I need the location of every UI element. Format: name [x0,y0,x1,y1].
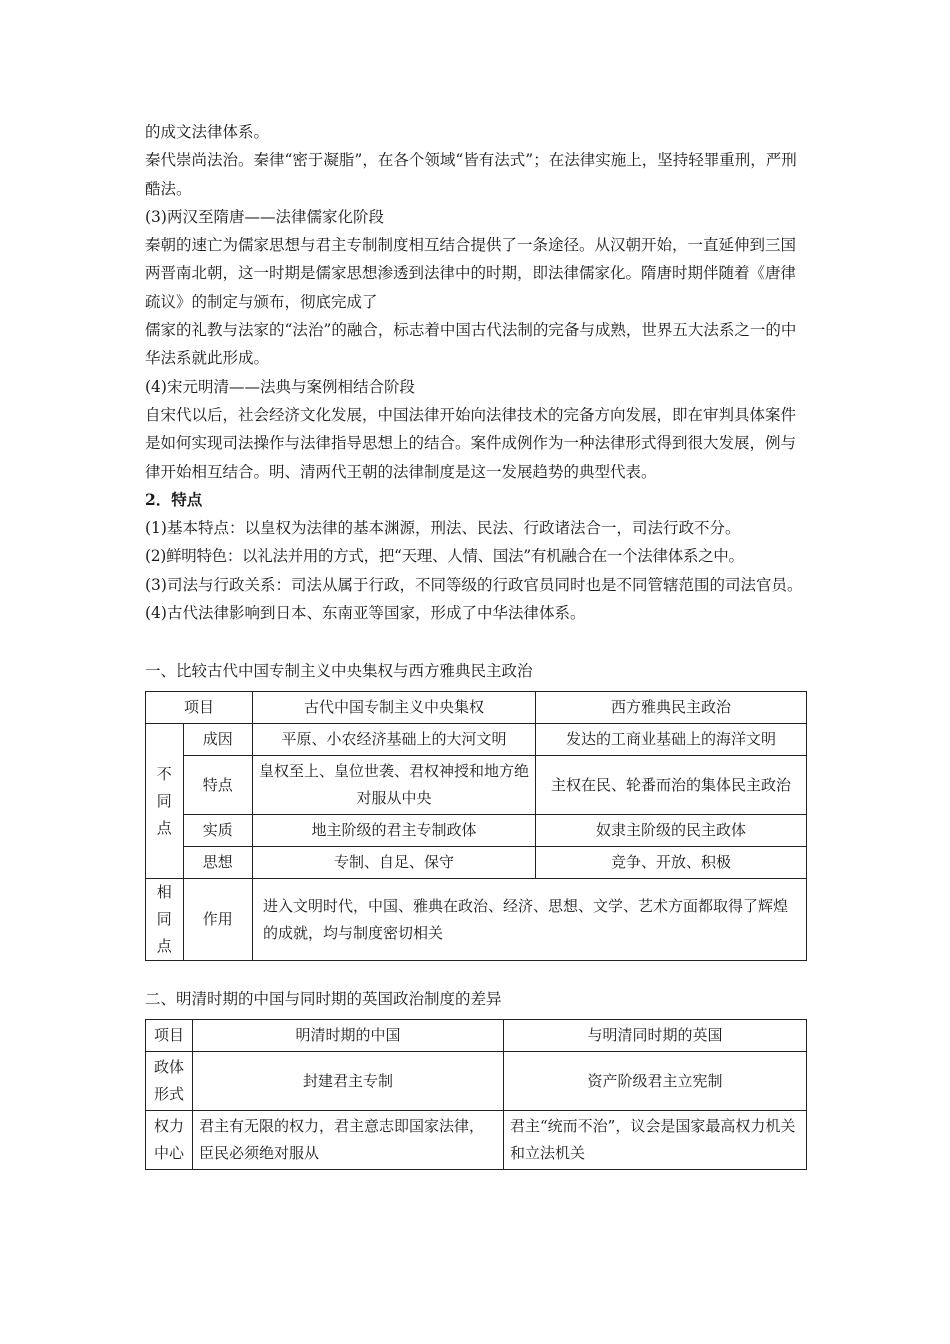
table1-title: 一、比较古代中国专制主义中央集权与西方雅典民主政治 [145,662,533,681]
comparison-table-china-athens [145,691,807,961]
table2-title: 二、明清时期的中国与同时期的英国政治制度的差异 [145,990,502,1009]
china-cell: 平原、小农经济基础上的大河文明 [253,724,536,756]
section-heading: 2．特点 [145,489,203,509]
china-cell: 封建君主专制 [193,1052,504,1111]
item-cell: 作用 [183,879,252,961]
china-cell: 君主有无限的权力，君主意志即国家法律，臣民必须绝对服从 [193,1111,504,1170]
table-row [146,879,807,961]
paragraph: (2)鲜明特色：以礼法并用的方式，把“天理、人情、国法”有机融合在一个法律体系之中。 [145,547,744,566]
paragraph: (1)基本特点：以皇权为法律的基本渊源，刑法、民法、行政诸法合一，司法行政不分。 [145,519,741,538]
item-cell [146,1052,193,1111]
item-cell: 特点 [183,756,252,815]
item-cell: 成因 [183,724,252,756]
table-row [146,1111,807,1170]
paragraph: 秦朝的速亡为儒家思想与君主专制制度相互结合提供了一条途径。从汉朝开始，一直延伸到三国两晋南北朝，这一时期是儒家思想渗透到法律中的时期，即法律儒家化。隋唐时期伴随着《唐律疏议》的制定与颁布，彻底完成了 [145,236,797,311]
header-cell: 与明清同时期的英国 [504,1020,807,1052]
same-label-char: 点 [156,937,172,956]
header-cell: 西方雅典民主政治 [536,692,807,724]
item-cell [146,1111,193,1170]
paragraph: (4)古代法律影响到日本、东南亚等国家，形成了中华法律体系。 [145,604,586,623]
table-row [146,847,807,879]
diff-label-cell [146,724,184,879]
paragraph: 的成文法律体系。 [145,123,270,141]
athens-cell: 主权在民、轮番而治的集体民主政治 [536,756,807,815]
diff-label-char: 不 [156,764,172,783]
athens-cell: 奴隶主阶级的民主政体 [536,815,807,847]
document-page [145,118,810,1170]
diff-label-char: 点 [156,818,172,837]
same-label-cell [146,879,184,961]
table-row [146,815,807,847]
header-cell: 古代中国专制主义中央集权 [253,692,536,724]
same-text-cell: 进入文明时代，中国、雅典在政治、经济、思想、文学、艺术方面都取得了辉煌的成就，均与制度密切相关 [253,879,807,961]
same-label-char: 同 [156,910,172,929]
paragraph: 秦代崇尚法治。秦律“密于凝脂”，在各个领域“皆有法式”；在法律实施上，坚持轻罪重刑，严刑酷法。 [145,151,797,198]
item-cell: 实质 [183,815,252,847]
paragraph: (4)宋元明清——法典与案例相结合阶段 [145,377,415,396]
item-line: 政体 [153,1058,184,1077]
paragraph: 自宋代以后，社会经济文化发展，中国法律开始向法律技术的完备方向发展，即在审判具体案件是如何实现司法操作与法律指导思想上的结合。案件成例作为一种法律形式得到很大发展，例与律开始相互结合。明、清两代王朝的法律制度是这一发展趋势的典型代表。 [145,405,797,481]
diff-label-char: 同 [156,791,172,810]
athens-cell: 发达的工商业基础上的海洋文明 [536,724,807,756]
britain-cell: 资产阶级君主立宪制 [504,1052,807,1111]
table-header-row [146,1020,807,1052]
table-header-row [146,692,807,724]
header-cell: 项目 [146,692,253,724]
header-cell: 项目 [146,1020,193,1052]
same-label-char: 相 [156,883,172,902]
item-cell: 思想 [183,847,252,879]
table-row [146,724,807,756]
item-line: 权力 [153,1117,184,1136]
paragraph: 儒家的礼教与法家的“法治”的融合，标志着中国古代法制的完备与成熟，世界五大法系之一的中华法系就此形成。 [145,321,797,368]
table-row [146,1052,807,1111]
britain-cell: 君主“统而不治”，议会是国家最高权力机关和立法机关 [504,1111,807,1170]
china-cell: 专制、自足、保守 [253,847,536,879]
paragraph: (3)两汉至隋唐——法律儒家化阶段 [145,207,384,226]
item-line: 形式 [153,1085,184,1104]
header-cell: 明清时期的中国 [193,1020,504,1052]
table-row [146,756,807,815]
athens-cell: 竞争、开放、积极 [536,847,807,879]
china-cell: 皇权至上、皇位世袭、君权神授和地方绝对服从中央 [253,756,536,815]
china-cell: 地主阶级的君主专制政体 [253,815,536,847]
comparison-table-china-britain [145,1019,807,1170]
paragraph: (3)司法与行政关系：司法从属于行政，不同等级的行政官员同时也是不同管辖范围的司法官员。 [145,575,803,594]
item-line: 中心 [153,1144,184,1163]
